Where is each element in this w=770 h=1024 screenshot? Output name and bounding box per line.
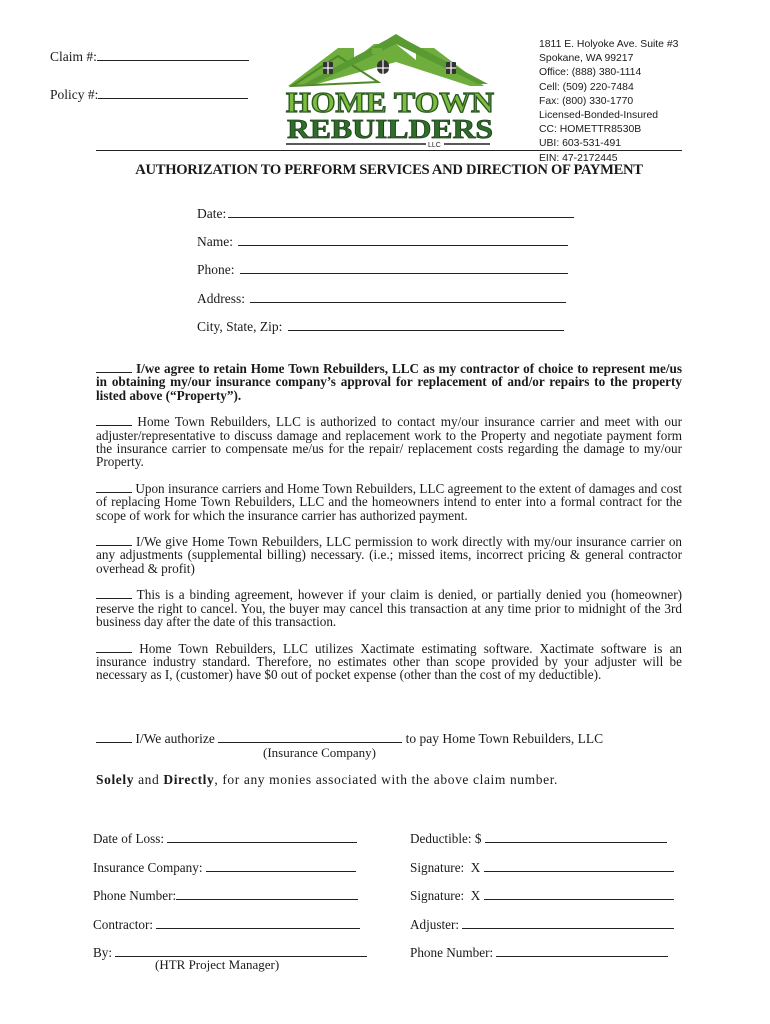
solely-directly-statement: Solely and Directly, for any monies associated with the above claim number. xyxy=(96,772,559,787)
policy-field[interactable] xyxy=(50,76,249,114)
date-of-loss-line[interactable] xyxy=(167,830,357,843)
clause-retain: I/we agree to retain Home Town Rebuilders, LLC as my contractor of choice to represent me/us in obtaining my/our insurance company’s approval for replacement of and/or repairs to the property listed above (“Property”). xyxy=(96,361,682,403)
logo-text-line1: HOME TOWN xyxy=(286,87,495,119)
insurance-company-caption: (Insurance Company) xyxy=(263,745,376,760)
address-field[interactable] xyxy=(197,290,574,318)
date-line[interactable] xyxy=(228,205,574,218)
date-of-loss-field[interactable]: Date of Loss: xyxy=(93,830,367,859)
city-state-zip-line[interactable] xyxy=(288,318,564,331)
city-state-zip-label: City, State, Zip: xyxy=(197,318,283,334)
contact-block xyxy=(539,38,678,166)
claim-label: Claim #: xyxy=(50,49,97,64)
clause-permission: I/We give Home Town Rebuilders, LLC permission to work directly with my/our insurance carrier on any adjustments (supplemental billing) necessary. (i.e.; missed items, incorrect pricing & general contractor overhead & profit) xyxy=(96,534,683,576)
bottom-right-fields xyxy=(410,830,674,973)
logo-text-line2: REBUILDERS xyxy=(287,114,493,144)
contact-cell: Cell: (509) 220-7484 xyxy=(539,81,634,93)
clause-binding: This is a binding agreement, however if your claim is denied, or partially denied you (homeowner) reserve the right to cancel. You, the buyer may cancel this transaction at any time prior to midnight of the 3rd business day after the date of this transaction. xyxy=(96,587,682,630)
initial-blank[interactable] xyxy=(96,362,132,373)
bottom-left-fields xyxy=(93,830,367,973)
initial-blank[interactable] xyxy=(96,588,132,599)
deductible-line[interactable] xyxy=(485,830,667,843)
house-roof-icon xyxy=(288,34,488,86)
signature-1-field[interactable]: Signature: X xyxy=(410,859,674,888)
logo-llc: LLC xyxy=(428,142,441,149)
clause-authorized-contact: Home Town Rebuilders, LLC is authorized to contact my/our insurance carrier and meet with our adjuster/representative to discuss damage and replacement work to the Property and negotiate payment form the insurance carrier to compensate me/us for the repair/ replacement costs regarding the damage to my/our Property. xyxy=(96,414,682,470)
project-manager-caption: (HTR Project Manager) xyxy=(155,957,280,972)
date-field[interactable] xyxy=(197,205,574,233)
deductible-field[interactable]: Deductible: $ xyxy=(410,830,674,859)
phone-label: Phone: xyxy=(197,262,235,278)
contact-fax: Fax: (800) 330-1770 xyxy=(539,95,634,107)
by-field[interactable]: By: xyxy=(93,944,367,973)
authorize-lead: I/We authorize xyxy=(135,731,215,746)
initial-blank[interactable] xyxy=(96,415,132,426)
contact-ein: EIN: 47-2172445 xyxy=(539,152,618,164)
adjuster-line[interactable] xyxy=(462,916,674,929)
contact-cc: CC: HOMETTR8530B xyxy=(539,124,642,136)
customer-info-block xyxy=(197,205,574,346)
initial-blank[interactable] xyxy=(96,642,132,653)
initial-blank[interactable] xyxy=(96,482,132,493)
claim-policy-block xyxy=(50,38,249,114)
claim-line[interactable] xyxy=(97,48,249,61)
address-line[interactable] xyxy=(250,290,566,303)
contact-licensing: Licensed-Bonded-Insured xyxy=(539,110,658,122)
phone-number-left-line[interactable] xyxy=(176,887,358,900)
phone-field[interactable] xyxy=(197,261,574,289)
name-label: Name: xyxy=(197,234,233,250)
name-line[interactable] xyxy=(238,233,568,246)
city-state-zip-field[interactable] xyxy=(197,318,574,346)
contact-city: Spokane, WA 99217 xyxy=(539,53,634,65)
phone-number-right-line[interactable] xyxy=(496,944,668,957)
phone-line[interactable] xyxy=(240,261,568,274)
policy-label: Policy #: xyxy=(50,87,99,102)
insurance-company-field-line[interactable] xyxy=(206,859,356,872)
directly-word: Directly xyxy=(163,772,215,787)
initial-blank[interactable] xyxy=(96,535,132,546)
insurance-company-line[interactable] xyxy=(218,730,402,743)
solely-word: Solely xyxy=(96,772,135,787)
contractor-line[interactable] xyxy=(156,916,360,929)
insurance-company-field[interactable]: Insurance Company: xyxy=(93,859,367,888)
contact-address: 1811 E. Holyoke Ave. Suite #3 xyxy=(539,39,679,50)
authorize-tail: to pay Home Town Rebuilders, LLC xyxy=(405,731,604,746)
contractor-field[interactable]: Contractor: xyxy=(93,916,367,945)
signature-1-line[interactable] xyxy=(484,859,674,872)
phone-number-right-field[interactable]: Phone Number: xyxy=(410,944,674,973)
signature-2-field[interactable]: Signature: X xyxy=(410,887,674,916)
policy-line[interactable] xyxy=(98,86,248,99)
adjuster-field[interactable]: Adjuster: xyxy=(410,916,674,945)
phone-number-left-field[interactable]: Phone Number: xyxy=(93,887,367,916)
clause-xactimate: Home Town Rebuilders, LLC utilizes Xactimate estimating software. Xactimate software is an insurance industry standard. Therefore, no estimates other than scope provided by your adjuster will be necessary as I, (customer) have $0 out of pocket expense (other than the cost of my deductible). xyxy=(96,640,683,683)
by-line[interactable] xyxy=(115,944,367,957)
contact-ubi: UBI: 603-531-491 xyxy=(539,138,622,150)
signature-2-line[interactable] xyxy=(484,887,674,900)
header-divider xyxy=(96,150,682,151)
address-label: Address: xyxy=(197,290,245,306)
date-label: Date: xyxy=(197,206,227,221)
name-field[interactable] xyxy=(197,233,574,261)
company-logo xyxy=(278,34,502,152)
clause-agreement-extent: Upon insurance carriers and Home Town Rebuilders, LLC agreement to the extent of damages and cost of replacing Home Town Rebuilders, LLC and the homeowners intend to enter into a formal contract for the scope of work for which the insurance carrier has authorized payment. xyxy=(96,480,682,523)
claim-field[interactable] xyxy=(50,38,249,76)
contact-office: Office: (888) 380-1114 xyxy=(539,67,642,79)
page-title: AUTHORIZATION TO PERFORM SERVICES AND DIRECTION OF PAYMENT xyxy=(135,162,643,178)
initial-blank[interactable] xyxy=(96,732,132,743)
agreement-clauses xyxy=(96,362,682,695)
